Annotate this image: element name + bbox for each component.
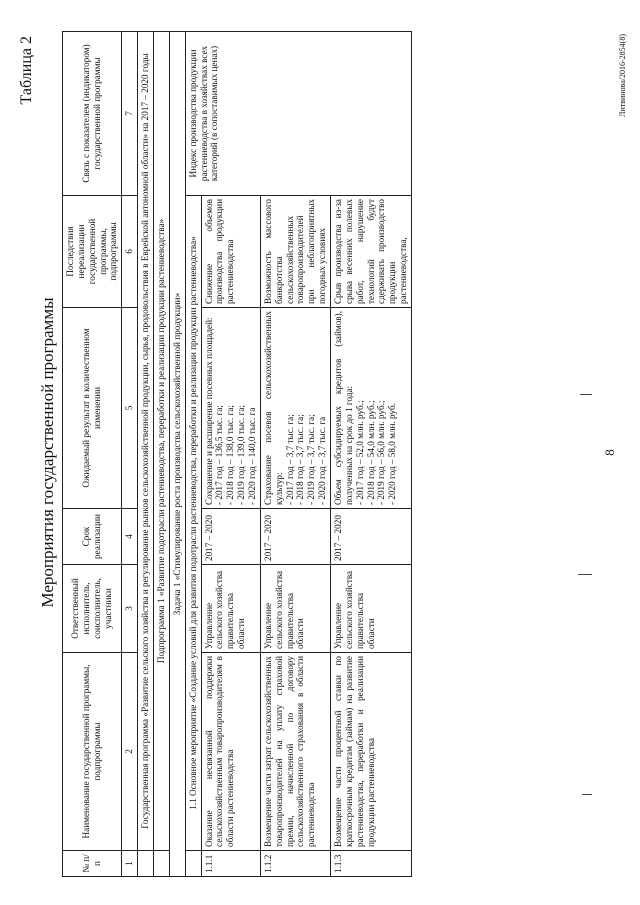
consequence: Снижение объемов производства продукции растениеводства	[201, 196, 260, 308]
scan-mark	[580, 394, 592, 395]
column-number-row	[122, 32, 138, 877]
executor: Управление сельского хозяйства правительства области	[331, 565, 412, 653]
subprogram-number	[154, 851, 170, 877]
col-number: 3	[122, 565, 138, 653]
program-heading: Государственная программа «Развитие сельского хозяйства и регулирование рынков сельскохозяйственной продукции, сырья, продовольствия в Еврейской автономной области» на 2017 – 2020 годы	[138, 32, 154, 851]
period: 2017 – 2020	[201, 509, 260, 565]
result-intro: Объем субсидируемых кредитов (займов), полученных на срок до 1 года:	[333, 311, 354, 505]
table-label: Таблица 2	[18, 36, 35, 105]
measure-name: Оказание несвязанной поддержки сельскохозяйственным товаропроизводителям в области растениеводства	[201, 653, 260, 851]
col-number: 2	[122, 653, 138, 851]
result-line: - 2019 год – 3,7 тыс. га;	[306, 414, 317, 505]
measure-name: Возмещение части процентной ставки по краткосрочным кредитам (займам) на развитие растениеводства, переработки и реализации продукции растениеводства	[331, 653, 412, 851]
col-header-consequence: Последствия нереализации государственной программы, подпрограммы	[63, 196, 122, 308]
row-number: 1.1.2	[260, 851, 330, 877]
footer-code: Литвинова/2016-2854(8)	[618, 34, 627, 117]
consequence: Возможность массового банкротства сельскохозяйственных товаропроизводителей при неблагоприятных погодных условиях	[260, 196, 330, 308]
task-heading: Задача 1 «Стимулирование роста производства сельскохозяйственной продукции»	[169, 32, 185, 877]
measures-table	[62, 31, 412, 877]
period: 2017 – 2020	[331, 509, 412, 565]
indicator-cell: Индекс производства продукции растениеводства в хозяйствах всех категорий (в сопоставимых ценах)	[185, 32, 411, 196]
result-line: - 2017 год – 136,5 тыс. га;	[214, 405, 225, 505]
program-row	[138, 32, 154, 877]
expected-result	[201, 308, 260, 509]
col-header-executor: Ответственный исполнитель, соисполнитель, участники	[63, 565, 122, 653]
result-line: - 2017 год – 52,0 млн. руб.;	[354, 400, 365, 505]
subprogram-heading: Подпрограмма 1 «Развитие подотрасли растениеводства, переработки и реализации продукции растениеводства»	[154, 32, 170, 851]
result-line: - 2019 год – 56,0 млн. руб.;	[376, 400, 387, 505]
period: 2017 – 2020	[260, 509, 330, 565]
subprogram-row	[154, 32, 170, 877]
result-line: - 2018 год – 54,0 млн. руб.;	[365, 400, 376, 505]
measure-name: Возмещение части затрат сельскохозяйственных товаропроизводителей на уплату страховой премии, начисленной по договору сельскохозяйственного страхования в области растениеводства	[260, 653, 330, 851]
result-line: - 2018 год – 138,0 тыс. га;	[225, 405, 236, 505]
col-number: 5	[122, 308, 138, 509]
consequence: Срыв производства из-за срыва весенних полевых работ, нарушение технологий будут сдерживать производство продукции растениеводства,	[331, 196, 412, 308]
col-header-result: Ожидаемый результат в количественном изменении	[63, 308, 122, 509]
row-number: 1.1.1	[201, 851, 260, 877]
col-number: 4	[122, 509, 138, 565]
main-measure-number	[185, 851, 201, 877]
header-row	[63, 32, 122, 877]
result-intro: Страхование посевов сельскохозяйственных культур:	[262, 311, 284, 505]
col-header-indicator: Связь с показателем (индикатором) государственной программы	[63, 32, 122, 196]
scan-mark	[578, 574, 592, 575]
result-line: - 2017 год – 3,7 тыс. га;	[284, 414, 295, 505]
executor: Управление сельского хозяйства правительства области	[201, 565, 260, 653]
col-header-period: Срок реализации	[63, 509, 122, 565]
result-line: - 2020 год – 3,7 тыс. га	[317, 416, 328, 505]
col-number: 1	[122, 851, 138, 877]
result-line: - 2020 год – 58,0 млн. руб.	[387, 403, 398, 505]
result-line: - 2019 год – 139,0 тыс. га;	[236, 405, 247, 505]
main-measure-row	[185, 32, 201, 877]
page-number: 8	[602, 449, 617, 456]
col-number: 6	[122, 196, 138, 308]
document-title: Мероприятия государственной программы	[38, 297, 57, 608]
main-measure-heading: 1.1 Основное мероприятие «Создание условий для развития подотрасли растениеводства, переработки и реализации продукции растениеводства»	[185, 196, 201, 851]
row-number: 1.1.3	[331, 851, 412, 877]
result-line: - 2020 год – 140,0 тыс. га	[247, 407, 258, 505]
result-line: - 2018 год – 3,7 тыс. га;	[295, 414, 306, 505]
col-number: 7	[122, 32, 138, 196]
executor: Управление сельского хозяйства правительства области	[260, 565, 330, 653]
col-header-name: Наименование государственной программы, подпрограммы	[63, 653, 122, 851]
col-header-number: № п/п	[63, 851, 122, 877]
program-number	[138, 851, 154, 877]
task-row	[169, 32, 185, 877]
result-intro: Сохранение и расширение посевных площадей:	[203, 317, 214, 505]
scan-mark	[582, 794, 592, 795]
expected-result	[331, 308, 412, 509]
expected-result	[260, 308, 330, 509]
